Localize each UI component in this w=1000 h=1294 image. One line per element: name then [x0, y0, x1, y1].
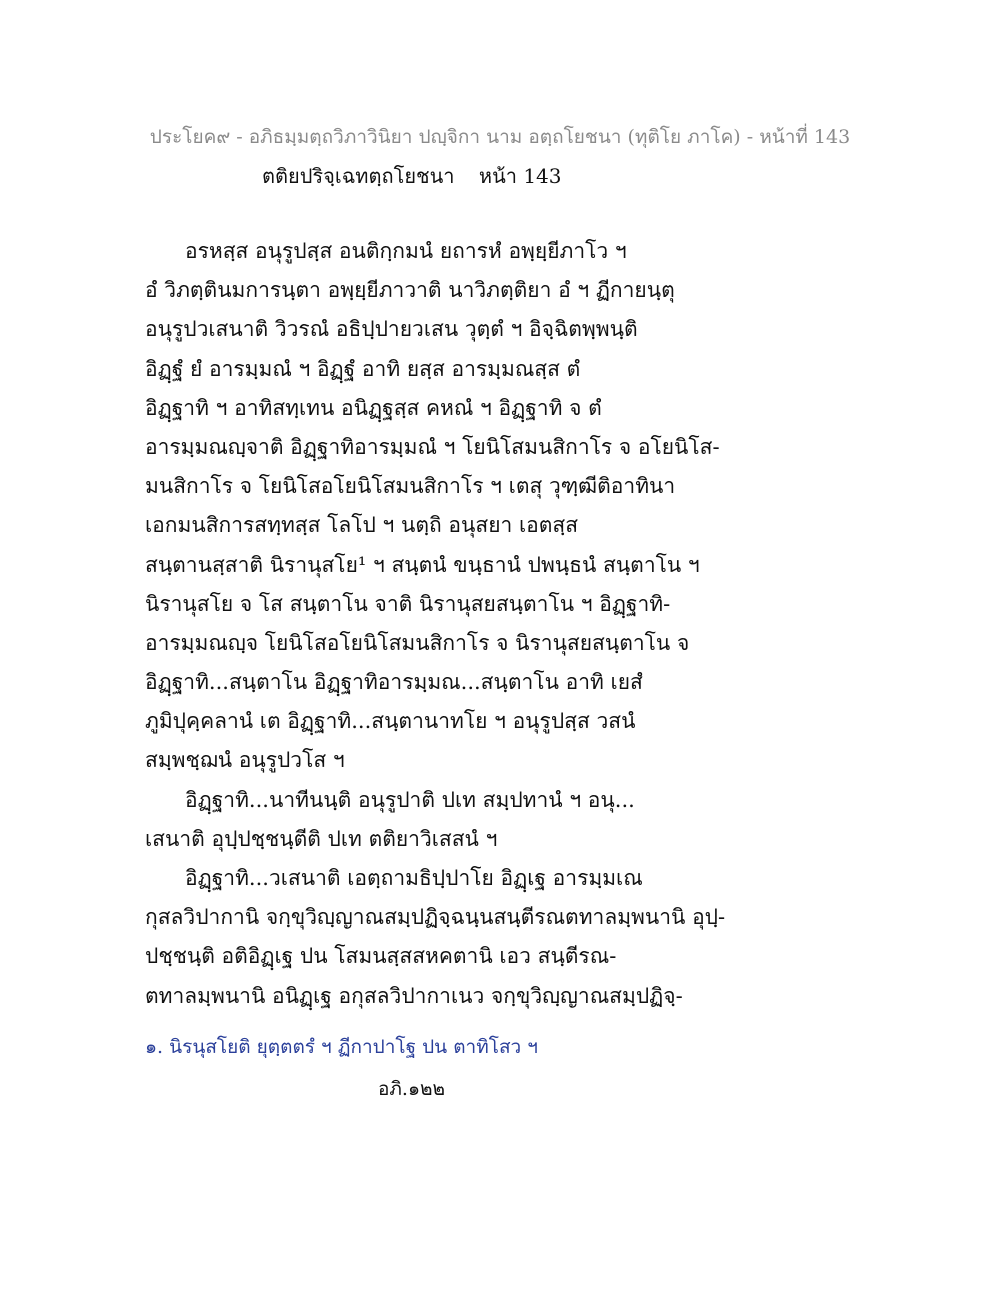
- text-line: ภูมิปุคฺคลานํ เต อิฏฺฐาทิ...สนฺตานาทโย ฯ อนุรูปสฺส วสนํ: [145, 709, 636, 734]
- section-title: ตติยปริจฺเฉทตฺถโยชนา: [262, 164, 455, 188]
- text-line: อารมฺมณญฺจ โยนิโสอโยนิโสมนสิกาโร จ นิรานุสยสนฺตาโน จ: [145, 630, 690, 655]
- text-line: สนฺตานสฺสาติ นิรานุสโย¹ ฯ สนฺตนํ ขนฺธานํ ปพนฺธนํ สนฺตาโน ฯ: [145, 552, 700, 577]
- text-line: สมฺพชฺฌนํ อนุรูปวโส ฯ: [145, 748, 345, 773]
- text-line: กุสลวิปากานิ จกฺขุวิญฺญาณสมฺปฏิจฺฉนฺนสนฺตีรณตทาลมฺพนานิ อุปฺ-: [145, 905, 726, 930]
- running-header: ประโยค๙ - อภิธมฺมตฺถวิภาวินิยา ปญฺจิกา นาม อตฺถโยชนา (ทุติโย ภาโค) - หน้าที่ 143: [149, 126, 851, 148]
- page-number-label: หน้า 143: [478, 164, 562, 188]
- body-text: [145, 232, 726, 1016]
- text-line: นิรานุสโย จ โส สนฺตาโน จาติ นิรานุสยสนฺตาโน ฯ อิฏฺฐาทิ-: [145, 591, 671, 616]
- text-line: อิฏฺฐาทิ...สนฺตาโน อิฏฺฐาทิอารมฺมณ...สนฺตาโน อาทิ เยสํ: [145, 670, 643, 695]
- text-line: อิฏฺฐาทิ...นาทีนนฺติ อนุรูปาติ ปเท สมฺปทานํ ฯ อนุ...: [185, 787, 635, 812]
- text-line: เอกมนสิการสทฺทสฺส โลโป ฯ นตฺถิ อนุสยา เอตสฺส: [145, 513, 579, 538]
- text-line: อิฏฺฐาทิ...วเสนาติ เอตฺถามธิปฺปาโย อิฏฺเฐ อารมฺมเณ: [185, 866, 643, 890]
- text-line: เสนาติ อุปฺปชฺชนฺตีติ ปเท ตติยาวิเสสนํ ฯ: [145, 826, 498, 851]
- section-heading: [262, 160, 562, 192]
- text-line: ตทาลมฺพนานิ อนิฏฺเฐ อกุสลวิปากาเนว จกฺขุวิญฺญาณสมฺปฏิจฺ-: [145, 983, 683, 1008]
- text-line: ปชฺชนฺติ อติอิฏฺเฐ ปน โสมนสฺสสหคตานิ เอว สนฺตีรณ-: [145, 944, 617, 969]
- text-line: อิฏฺฐาทิ ฯ อาทิสทฺเทน อนิฏฺฐสฺส คหณํ ฯ อิฏฺฐาทิ จ ตํ: [145, 395, 602, 420]
- page-reference: อภิ.๑๒๒: [378, 1078, 446, 1100]
- text-line: มนสิกาโร จ โยนิโสอโยนิโสมนสิกาโร ฯ เตสุ วุฑฺฒีติอาทินา: [145, 474, 676, 499]
- text-line: อารมฺมณญฺจาติ อิฏฺฐาทิอารมฺมณํ ฯ โยนิโสมนสิกาโร จ อโยนิโส-: [145, 434, 720, 459]
- text-line: อรหสฺส อนุรูปสฺส อนติกฺกมนํ ยถารหํ อพฺยฺยีภาโว ฯ: [185, 239, 627, 263]
- text-line: อนุรูปวเสนาติ วิวรณํ อธิปฺปายวเสน วุตฺตํ ฯ อิจฺฉิตพฺพนฺติ: [145, 317, 638, 342]
- text-line: อิฏฺฐํ ยํ อารมฺมณํ ฯ อิฏฺฐํ อาทิ ยสฺส อารมฺมณสฺส ตํ: [145, 356, 581, 381]
- text-line: อํ วิภตฺตินมการนฺตา อพฺยฺยีภาวาติ นาวิภตฺติยา อํ ฯ ฏีกายนฺตุ: [145, 278, 675, 303]
- footnote: ๑. นิรนุสโยติ ยุตฺตตรํ ฯ ฏีกาปาโฐ ปน ตาทิโสว ฯ: [145, 1036, 538, 1058]
